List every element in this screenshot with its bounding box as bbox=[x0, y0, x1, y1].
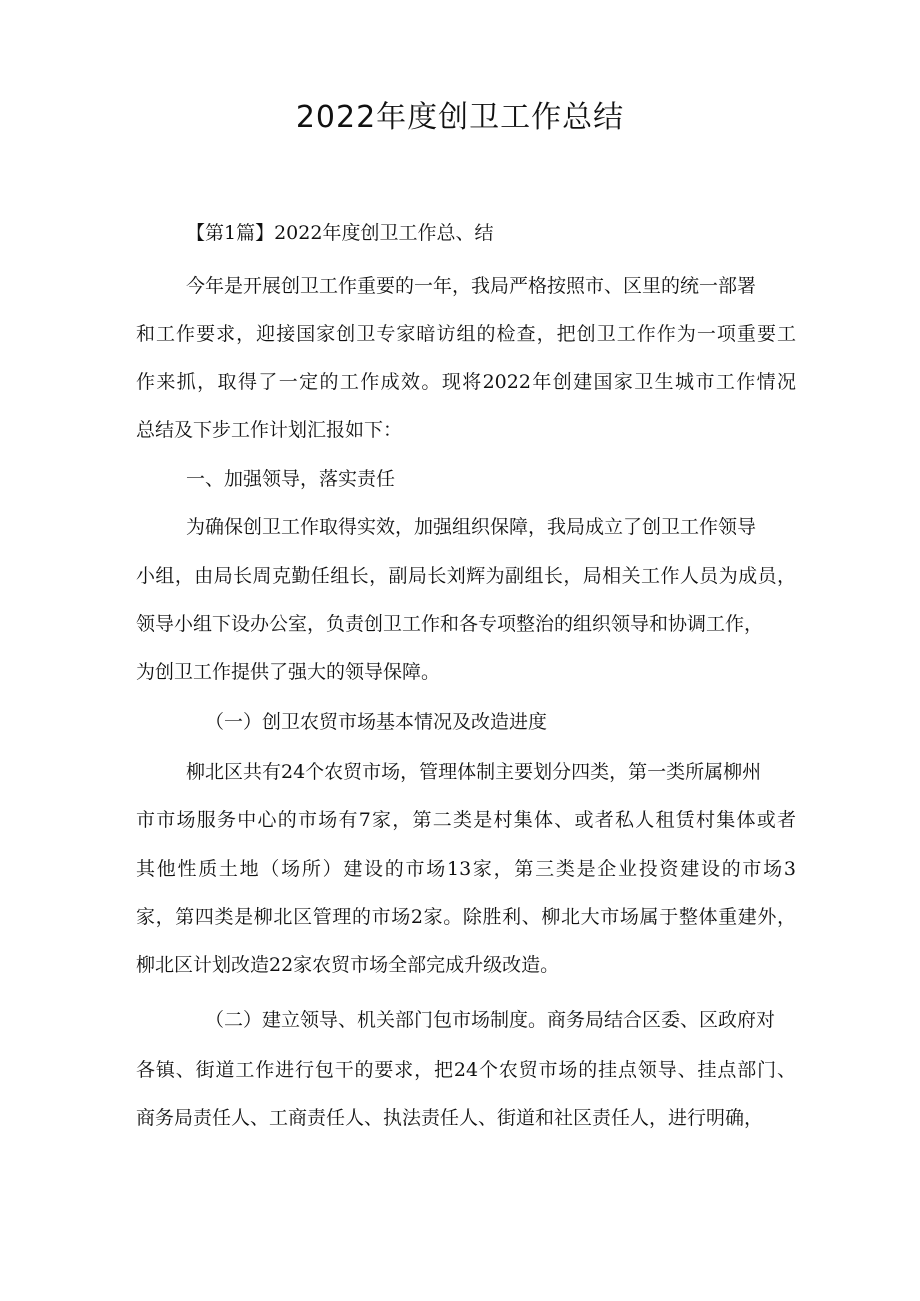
paragraph-line: （二）建立领导、机关部门包市场制度。商务局结合区委、区政府对 bbox=[205, 1009, 776, 1031]
document-title: 2022年度创卫工作总结 bbox=[295, 100, 625, 135]
paragraph-line: 商务局责任人、工商责任人、执法责任人、街道和社区责任人，进行明确， bbox=[136, 1107, 764, 1129]
paragraph-line: 各镇、街道工作进行包干的要求，把24个农贸市场的挂点领导、挂点部门、 bbox=[136, 1059, 796, 1081]
subsection-heading: （一）创卫农贸市场基本情况及改造进度 bbox=[205, 711, 548, 733]
paragraph-line: 为确保创卫工作取得实效，加强组织保障，我局成立了创卫工作领导 bbox=[186, 516, 757, 538]
paragraph-line: 和工作要求，迎接国家创卫专家暗访组的检查，把创卫工作作为一项重要工 bbox=[136, 323, 796, 345]
paragraph-line: 家，第四类是柳北区管理的市场2家。除胜利、柳北大市场属于整体重建外， bbox=[136, 906, 796, 928]
paragraph-line: 作来抓，取得了一定的工作成效。现将2022年创建国家卫生城市工作情况 bbox=[136, 371, 796, 393]
paragraph-line: 柳北区计划改造22家农贸市场全部完成升级改造。 bbox=[136, 954, 560, 976]
section-subtitle: 【第1篇】2022年度创卫工作总、结 bbox=[186, 222, 494, 244]
paragraph-line: 总结及下步工作计划汇报如下： bbox=[136, 419, 403, 441]
paragraph-line: 为创卫工作提供了强大的领导保障。 bbox=[136, 661, 441, 683]
paragraph-line: 市市场服务中心的市场有7家，第二类是村集体、或者私人租赁村集体或者 bbox=[136, 809, 796, 831]
paragraph-line: 小组，由局长周克勤任组长，副局长刘辉为副组长，局相关工作人员为成员， bbox=[136, 565, 796, 587]
section-heading: 一、加强领导，落实责任 bbox=[186, 468, 396, 490]
paragraph-line: 今年是开展创卫工作重要的一年，我局严格按照市、区里的统一部署 bbox=[186, 275, 757, 297]
paragraph-line: 柳北区共有24个农贸市场，管理体制主要划分四类，第一类所属柳州 bbox=[186, 761, 762, 783]
paragraph-line: 其他性质土地（场所）建设的市场13家，第三类是企业投资建设的市场3 bbox=[136, 858, 796, 880]
paragraph-line: 领导小组下设办公室，负责创卫工作和各专项整治的组织领导和协调工作， bbox=[136, 613, 764, 635]
